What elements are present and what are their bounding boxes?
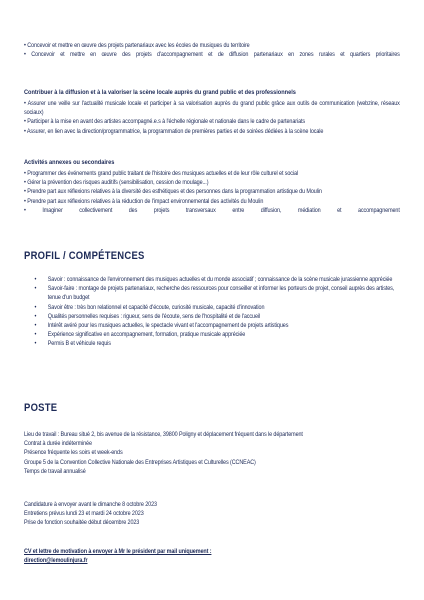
profil-item: • Savoir-faire : montage de projets partenariaux, recherche des ressources pour conseiller et informer les porteurs de projet, conseil auprès des artistes, tenue d'un budget (24, 284, 400, 302)
intro-list (24, 41, 400, 59)
annexes-heading: Activités annexes ou secondaires (24, 159, 115, 166)
annexes-item: • Prendre part aux réflexions relatives à la réduction de l'impact environnemental des activités du Moulin (24, 197, 264, 205)
poste-line: Présence fréquente les soirs et week-ends (24, 449, 123, 457)
profil-item: • Savoir : connaissance de l'environnement des musiques actuelles et du monde associatif ; connaissance de la scène musicale jurassienne appréciée (24, 275, 400, 284)
poste-line: Contrat à durée indéterminée (24, 440, 92, 448)
poste-line: Temps de travail annualisé (24, 467, 86, 475)
annexes-item: • Prendre part aux réflexions relatives à la diversité des esthétiques et des personnes dans la programmation artistique du Moulin (24, 188, 322, 196)
profil-heading: PROFIL / COMPÉTENCES (24, 250, 145, 262)
intro-item: • Concevoir et mettre en œuvre des projets partenariaux avec les écoles de musiques du territoire (24, 42, 250, 49)
diffusion-item: • Assurer une veille sur l'actualité musicale locale et participer à sa valorisation auprès du grand public grâce aux outils de communication (webzine, réseaux sociaux) (24, 100, 400, 117)
email-link[interactable]: direction@lemoulinjura.fr (24, 557, 88, 565)
date-line: Candidature à envoyer avant le dimanche 8 octobre 2023 (24, 501, 157, 508)
annexes-item: • Programmer des événements grand public traitant de l'histoire des musiques actuelles et de leur rôle culturel et social (24, 170, 299, 177)
diffusion-list (24, 99, 400, 136)
poste-heading: POSTE (24, 402, 58, 414)
profil-item: • Qualités personnelles requises : rigueur, sens de l'écoute, sens de l'hospitalité et de l'accueil (24, 312, 400, 321)
date-line: Prise de fonction souhaitée début décembre 2023 (24, 519, 140, 527)
annexes-item: • Gérer la prévention des risques auditifs (sensibilisation, cession de moulage...) (24, 179, 209, 187)
diffusion-item: • Participer à la mise en avant des artistes accompagné.e.s à l'échelle régionale et nationale dans le cadre de partenariats (24, 118, 306, 126)
date-line: Entretiens prévus lundi 23 et mardi 24 octobre 2023 (24, 510, 144, 518)
contact-block (24, 547, 400, 565)
profil-item: • Savoir être : très bon relationnel et capacité d'écoute, curiosité musicale, capacité d'innovation (24, 303, 400, 312)
poste-line: Lieu de travail : Bureau situé 2, bis avenue de la résistance, 39800 Poligny et déplacement fréquent dans le département (24, 431, 303, 438)
profil-item: • Expérience significative en accompagnement, formation, pratique musicale appréciée (24, 330, 400, 339)
intro-item: • Concevoir et mettre en œuvre des projets d'accompagnement et de diffusion partenariaux en zones rurales et quartiers prioritaires (24, 51, 400, 59)
profil-item: • Intérêt avéré pour les musiques actuelles, le spectacle vivant et l'accompagnement de projets artistiques (24, 321, 400, 330)
poste-line: Groupe 5 de la Convention Collective Nationale des Entreprises Artistiques et Culturelles (CCNEAC) (24, 458, 256, 466)
annexes-item: • Imaginer collectivement des projets transversaux entre diffusion, médiation et accompagnement (24, 206, 400, 214)
poste-dates (24, 500, 400, 528)
contact-line: CV et lettre de motivation à envoyer à Mr le président par mail uniquement : (24, 548, 212, 555)
poste-details (24, 430, 400, 476)
diffusion-heading: Contribuer à la diffusion et à la valoriser la scène locale auprès du grand public et des professionnels (24, 89, 296, 96)
profil-item: • Permis B et véhicule requis (24, 339, 400, 348)
profil-list (24, 275, 400, 349)
diffusion-item: • Assurer, en lien avec la direction/programmatrice, la programmation de premières parties et de soirées dédiées à la scène locale (24, 127, 324, 135)
annexes-list (24, 169, 400, 215)
